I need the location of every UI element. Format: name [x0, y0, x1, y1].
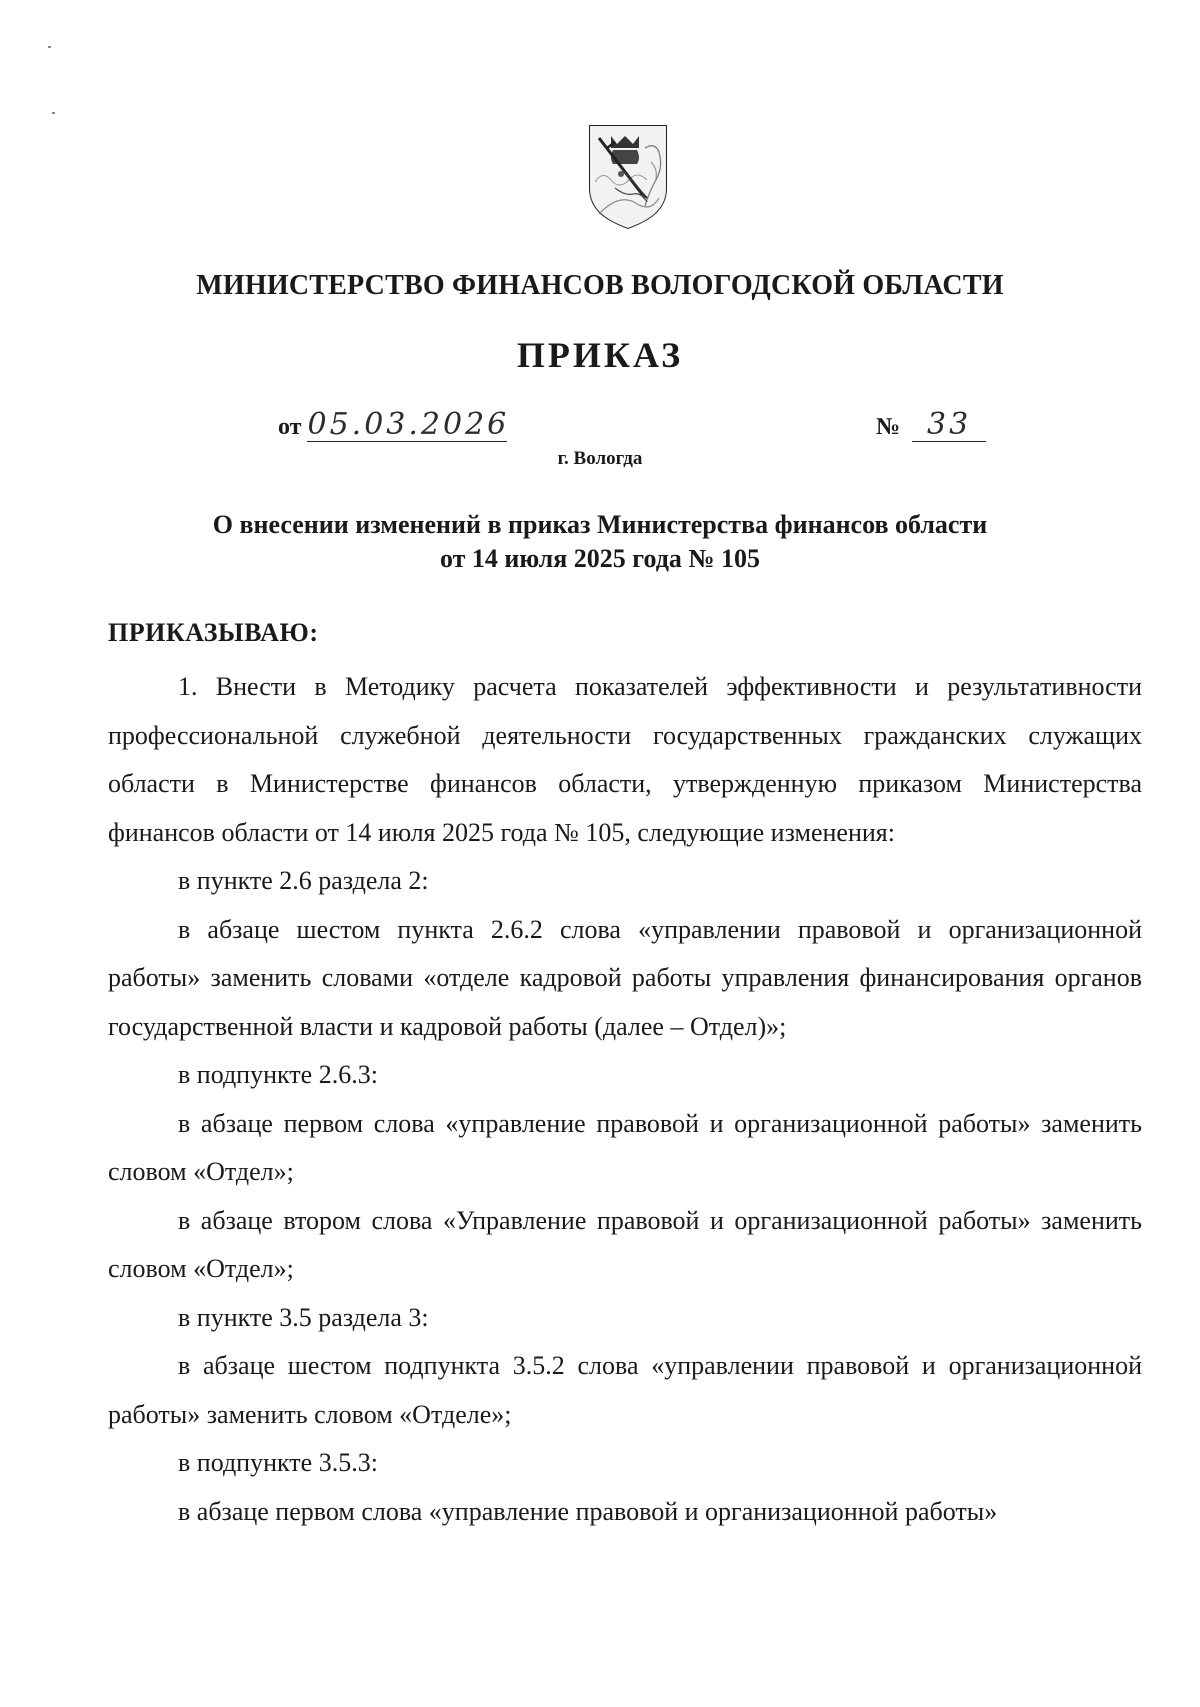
date-prefix: от	[278, 414, 302, 440]
document-title: ПРИКАЗ	[516, 335, 684, 375]
number-field	[912, 407, 986, 442]
paragraph: в абзаце шестом пункта 2.6.2 слова «управлении правовой и организационной работы» заменить словами «отделе кадровой работы управления финансирования органов государственной власти и кадровой работы (далее – Отдел)»;	[108, 914, 1142, 1041]
handwritten-date: 05.03.2026	[307, 407, 510, 442]
order-date	[278, 407, 510, 442]
paragraph: в абзаце втором слова «Управление правовой и организационной работы» заменить словом «Отдел»;	[108, 1205, 1142, 1283]
paragraph: в абзаце первом слова «управление правовой и организационной работы»	[178, 1496, 998, 1526]
paragraph: в подпункте 2.6.3:	[178, 1060, 378, 1089]
paragraph: в подпункте 3.5.3:	[178, 1448, 378, 1477]
paragraph: в пункте 3.5 раздела 3:	[178, 1302, 429, 1332]
ministry-name: МИНИСТЕРСТВО ФИНАНСОВ ВОЛОГОДСКОЙ ОБЛАСТИ	[196, 270, 1004, 301]
date-field	[307, 407, 510, 442]
scan-speck	[48, 46, 51, 48]
paragraph: в абзаце первом слова «управление правовой и организационной работы» заменить словом «Отдел»;	[108, 1108, 1142, 1186]
order-body	[108, 663, 1142, 1536]
paragraph: в абзаце шестом подпункта 3.5.2 слова «управлении правовой и организационной работы» заменить словом «Отделе»;	[108, 1351, 1142, 1429]
subject-line-2: от 14 июля 2025 года № 105	[440, 544, 760, 573]
subject-line-1: О внесении изменений в приказ Министерства финансов области	[212, 510, 988, 539]
number-prefix: №	[876, 414, 901, 440]
scan-speck	[52, 112, 55, 114]
order-word: ПРИКАЗЫВАЮ:	[108, 618, 319, 647]
paragraph: 1. Внести в Методику расчета показателей эффективности и результативности профессиональной служебной деятельности государственных гражданских служащих области в Министерстве финансов области, утвержденную приказом Министерства финансов области от 14 июля 2025 года № 105, следующие изменения:	[108, 672, 1142, 847]
order-number	[876, 407, 986, 442]
city: г. Вологда	[557, 448, 643, 469]
paragraph: в пункте 2.6 раздела 2:	[178, 866, 429, 895]
order-subject	[0, 508, 1200, 576]
handwritten-number: 33	[927, 407, 972, 442]
coat-of-arms-icon	[585, 122, 671, 232]
